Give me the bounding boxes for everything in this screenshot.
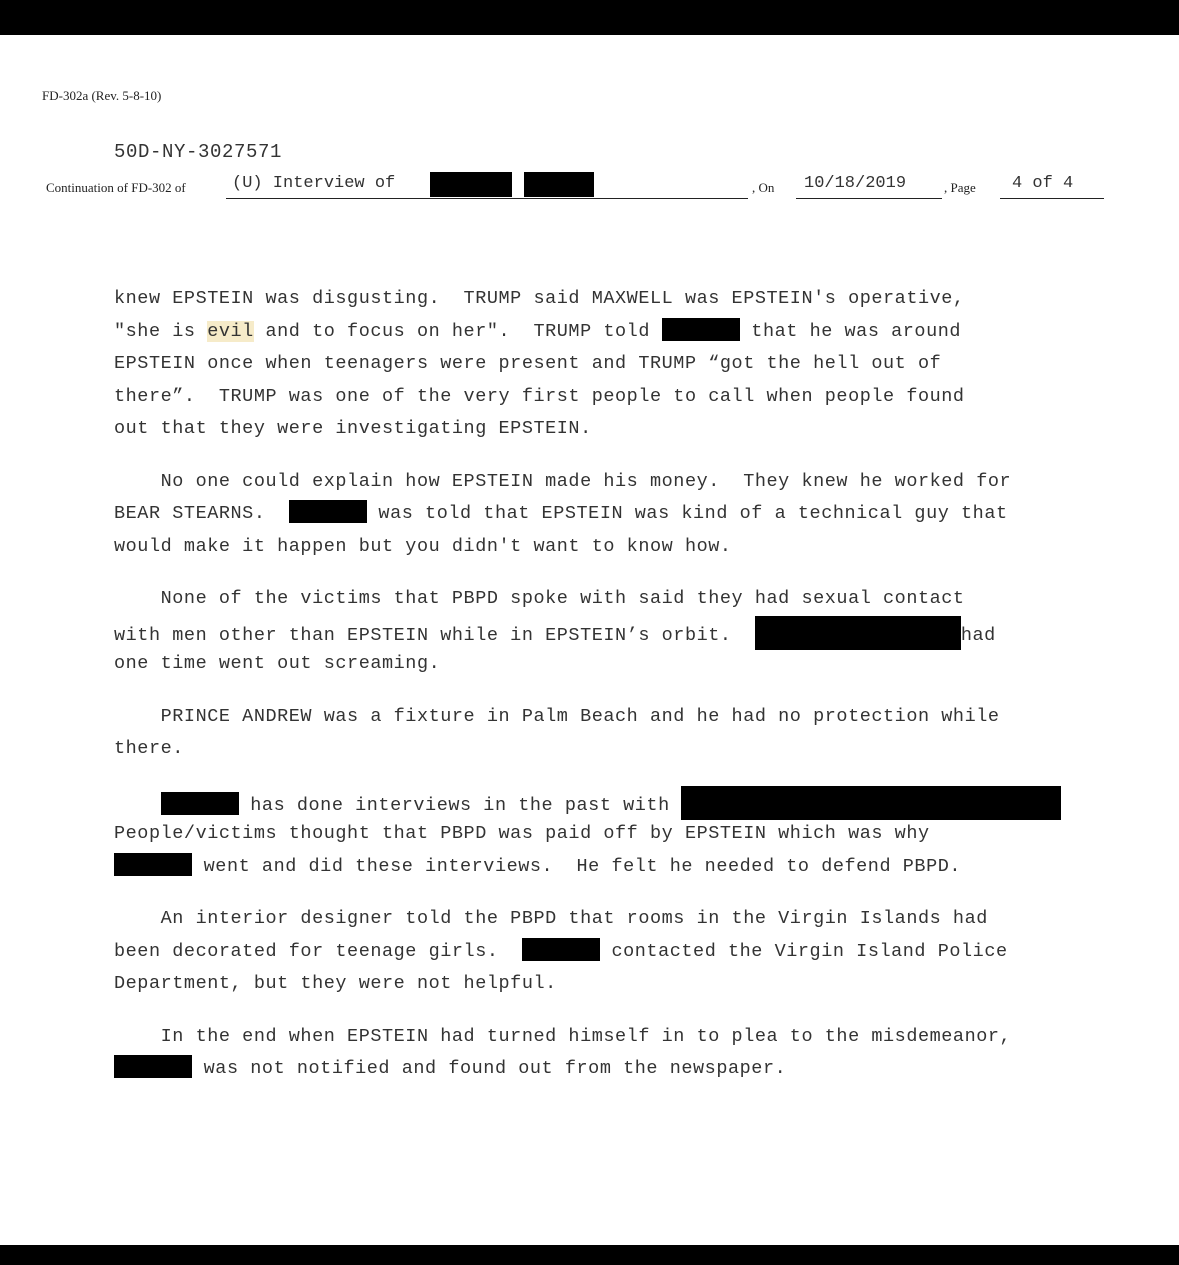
text-line: Department, but they were not helpful.: [114, 973, 557, 994]
highlighted-word: evil: [207, 320, 254, 342]
text-line: out that they were investigating EPSTEIN.: [114, 418, 592, 439]
text-line: None of the victims that PBPD spoke with said they had sexual contact: [114, 588, 965, 609]
text-line: An interior designer told the PBPD that rooms in the Virgin Islands had: [114, 908, 988, 929]
text-segment: and to focus on her". TRUMP told: [253, 320, 662, 342]
text-segment: had: [960, 624, 996, 646]
text-line: In the end when EPSTEIN had turned himself in to plea to the misdemeanor,: [114, 1025, 1012, 1047]
text-segment: that he was around: [739, 320, 962, 342]
text-line: would make it happen but you didn't want to know how.: [114, 535, 732, 557]
paragraph: [114, 786, 1124, 884]
subject-text: (U) Interview of: [232, 174, 396, 193]
on-label: , On: [752, 180, 775, 195]
redaction-box: [114, 1055, 192, 1078]
text-segment: contacted the Virgin Island Police: [599, 940, 1008, 962]
redaction-box: [114, 853, 192, 876]
text-line: knew EPSTEIN was disgusting. TRUMP said MAXWELL was EPSTEIN's operative,: [114, 288, 965, 309]
text-line: [114, 1053, 1124, 1086]
text-segment: went and did these interviews. He felt he needed to defend PBPD.: [192, 855, 962, 877]
text-segment: [114, 795, 161, 816]
page-label: , Page: [944, 180, 976, 195]
document-page: [0, 35, 1179, 1245]
file-number: 50D-NY-3027571: [114, 141, 283, 163]
page-field: [1000, 170, 1104, 199]
text-segment: was not notified and found out from the newspaper.: [192, 1058, 787, 1079]
text-line: [114, 498, 1124, 531]
redaction-box: [662, 318, 740, 341]
paragraph: [114, 583, 1124, 681]
redaction-box: [161, 792, 239, 815]
paragraph: [114, 466, 1124, 564]
date-text: 10/18/2019: [804, 174, 907, 193]
text-line: People/victims thought that PBPD was paid off by EPSTEIN which was why: [114, 823, 930, 844]
text-line: there”. TRUMP was one of the very first people to call when people found: [114, 385, 965, 407]
redaction-box: [681, 786, 1061, 820]
text-segment: "she is: [114, 320, 208, 342]
date-field: [796, 170, 942, 199]
redaction-box: [430, 172, 512, 197]
text-line: EPSTEIN once when teenagers were present and TRUMP “got the hell out of: [114, 353, 942, 374]
paragraph: [114, 701, 1124, 766]
continuation-label: Continuation of FD-302 of: [46, 180, 186, 195]
text-line: [114, 786, 1124, 819]
text-segment: BEAR STEARNS.: [114, 503, 289, 524]
page-number-text: 4 of 4: [1012, 174, 1074, 193]
paragraph: [114, 1021, 1124, 1086]
redaction-box: [524, 172, 594, 197]
redaction-box: [522, 938, 600, 961]
text-line: [114, 316, 1124, 349]
text-line: there.: [114, 738, 184, 759]
redaction-box: [755, 616, 961, 650]
paragraph: [114, 283, 1124, 446]
subject-field: [226, 170, 748, 199]
text-line: [114, 851, 1124, 884]
text-segment: with men other than EPSTEIN while in EPSTEIN’s orbit.: [114, 624, 755, 646]
text-line: [114, 616, 1124, 649]
text-segment: been decorated for teenage girls.: [114, 940, 522, 962]
text-segment: was told that EPSTEIN was kind of a technical guy that: [366, 503, 1008, 524]
text-segment: has done interviews in the past with: [238, 794, 682, 816]
text-line: one time went out screaming.: [114, 653, 441, 674]
form-id: FD-302a (Rev. 5-8-10): [42, 88, 162, 103]
text-line: PRINCE ANDREW was a fixture in Palm Beach and he had no protection while: [114, 705, 1000, 727]
text-line: [114, 936, 1124, 969]
document-body: [114, 283, 1124, 1106]
text-line: No one could explain how EPSTEIN made his money. They knew he worked for: [114, 470, 1012, 492]
redaction-box: [289, 500, 367, 523]
paragraph: [114, 903, 1124, 1001]
